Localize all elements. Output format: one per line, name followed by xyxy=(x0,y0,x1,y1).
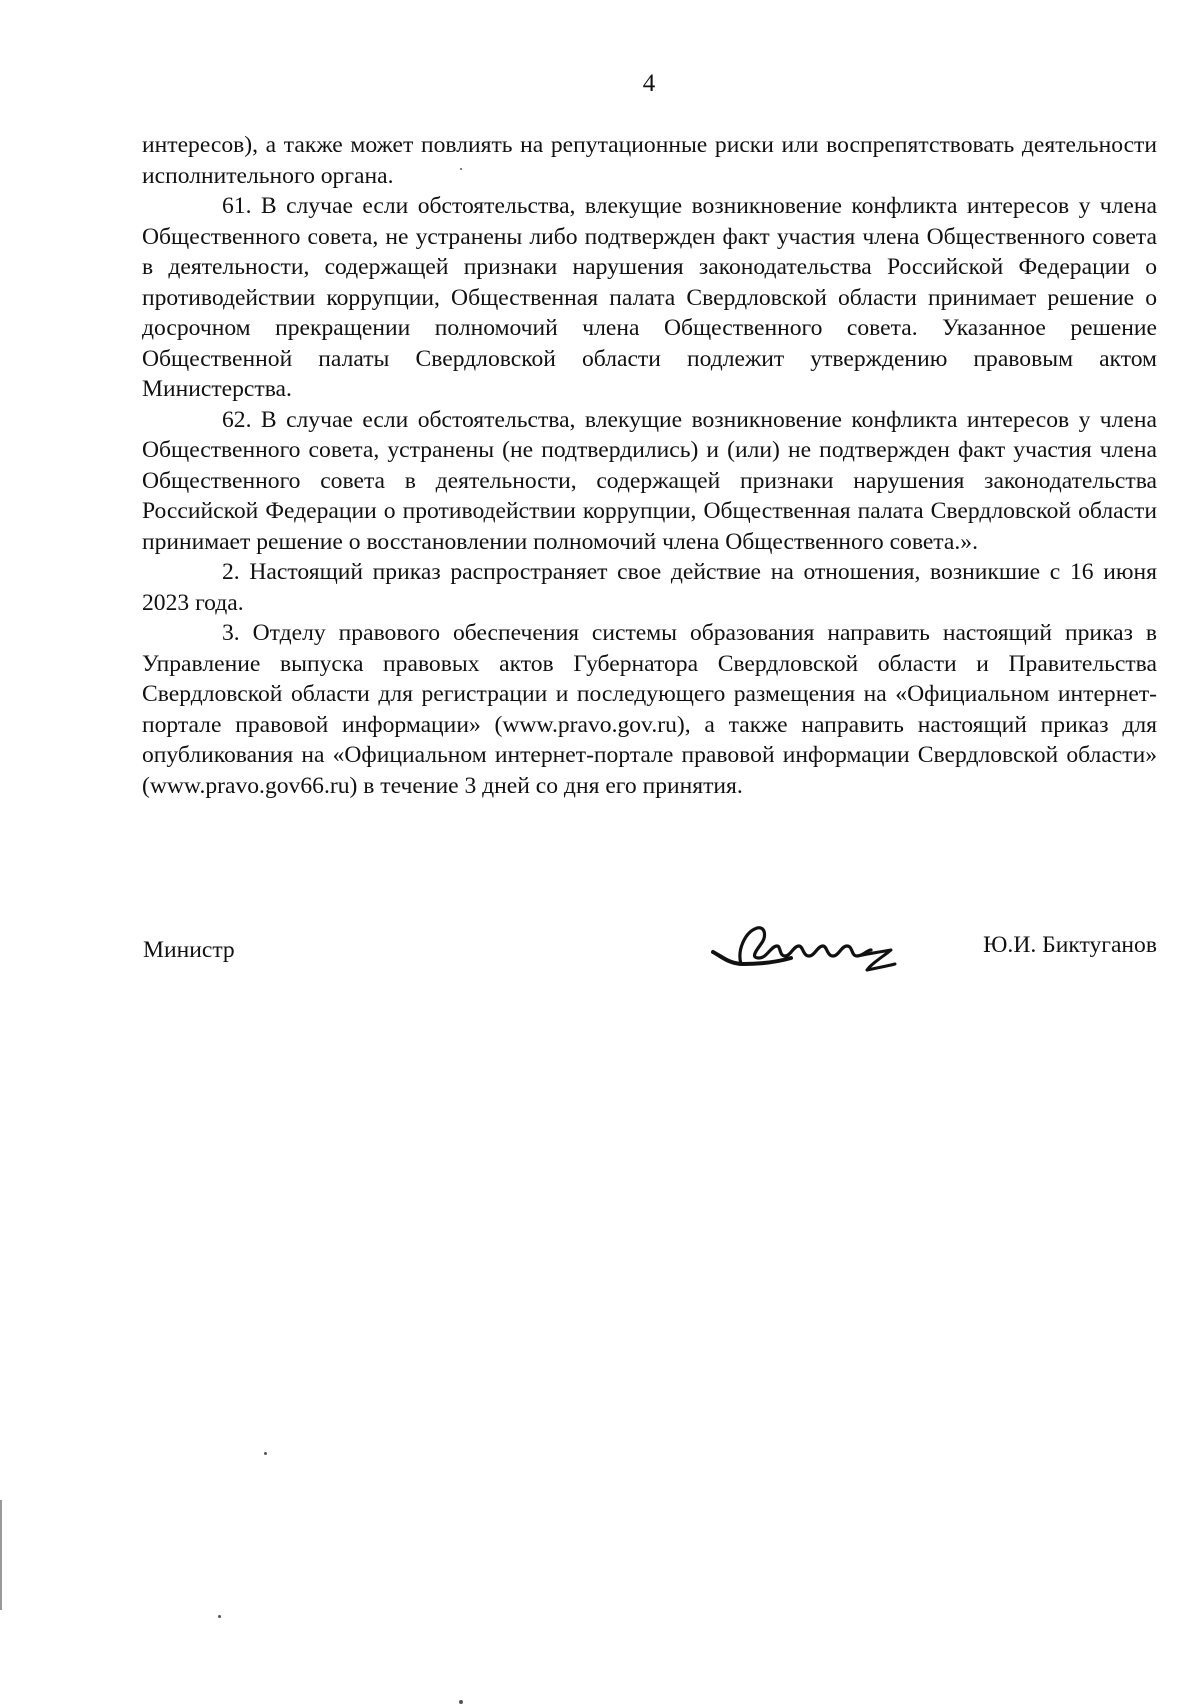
scan-speck xyxy=(460,168,462,170)
signatory-position: Министр xyxy=(143,937,235,963)
paragraph-order-2: 2. Настоящий приказ распространяет свое действие на отношения, возникшие с 16 июня 2023 года. xyxy=(142,559,1157,616)
document-body xyxy=(142,130,1157,801)
scan-speck xyxy=(459,1700,463,1704)
paragraph-order-3: 3. Отделу правового обеспечения системы образования направить настоящий приказ в Управление выпуска правовых актов Губернатора Свердловской области и Правительства Свердловской области для регистрации и последующего размещения на «Официальном интернет-портале правовой информации» (www.pravo.gov.ru), а также направить настоящий приказ для опубликования на «Официальном интернет-портале правовой информации Свердловской области» (www.pravo.gov66.ru) в течение 3 дней со дня его принятия. xyxy=(142,620,1157,799)
paragraph-61: 61. В случае если обстоятельства, влекущие возникновение конфликта интересов у члена Общественного совета, не устранены либо подтвержден факт участия члена Общественного совета в деятельности, содержащей признаки нарушения законодательства Российской Федерации о противодействии коррупции, Общественная палата Свердловской области принимает решение о досрочном прекращении полномочий члена Общественного совета. Указанное решение Общественной палаты Свердловской области подлежит утверждению правовым актом Министерства. xyxy=(142,193,1157,402)
scan-speck xyxy=(264,1452,267,1455)
signature-block xyxy=(142,920,1157,980)
scan-speck xyxy=(218,1615,221,1618)
signatory-name: Ю.И. Биктуганов xyxy=(983,932,1157,958)
paragraph-62: 62. В случае если обстоятельства, влекущие возникновение конфликта интересов у члена Общественного совета, устранены (не подтвердились) и (или) не подтвержден факт участия члена Общественного совета в деятельности, содержащей признаки нарушения законодательства Российской Федерации о противодействии коррупции, Общественная палата Свердловской области принимает решение о восстановлении полномочий члена Общественного совета.». xyxy=(142,406,1157,555)
paragraph-continuation: интересов), а также может повлиять на репутационные риски или воспрепятствовать деятельности исполнительного органа. xyxy=(142,132,1157,189)
scan-edge-mark xyxy=(0,1500,2,1610)
handwritten-signature xyxy=(707,920,907,980)
page-number: 4 xyxy=(642,70,656,97)
